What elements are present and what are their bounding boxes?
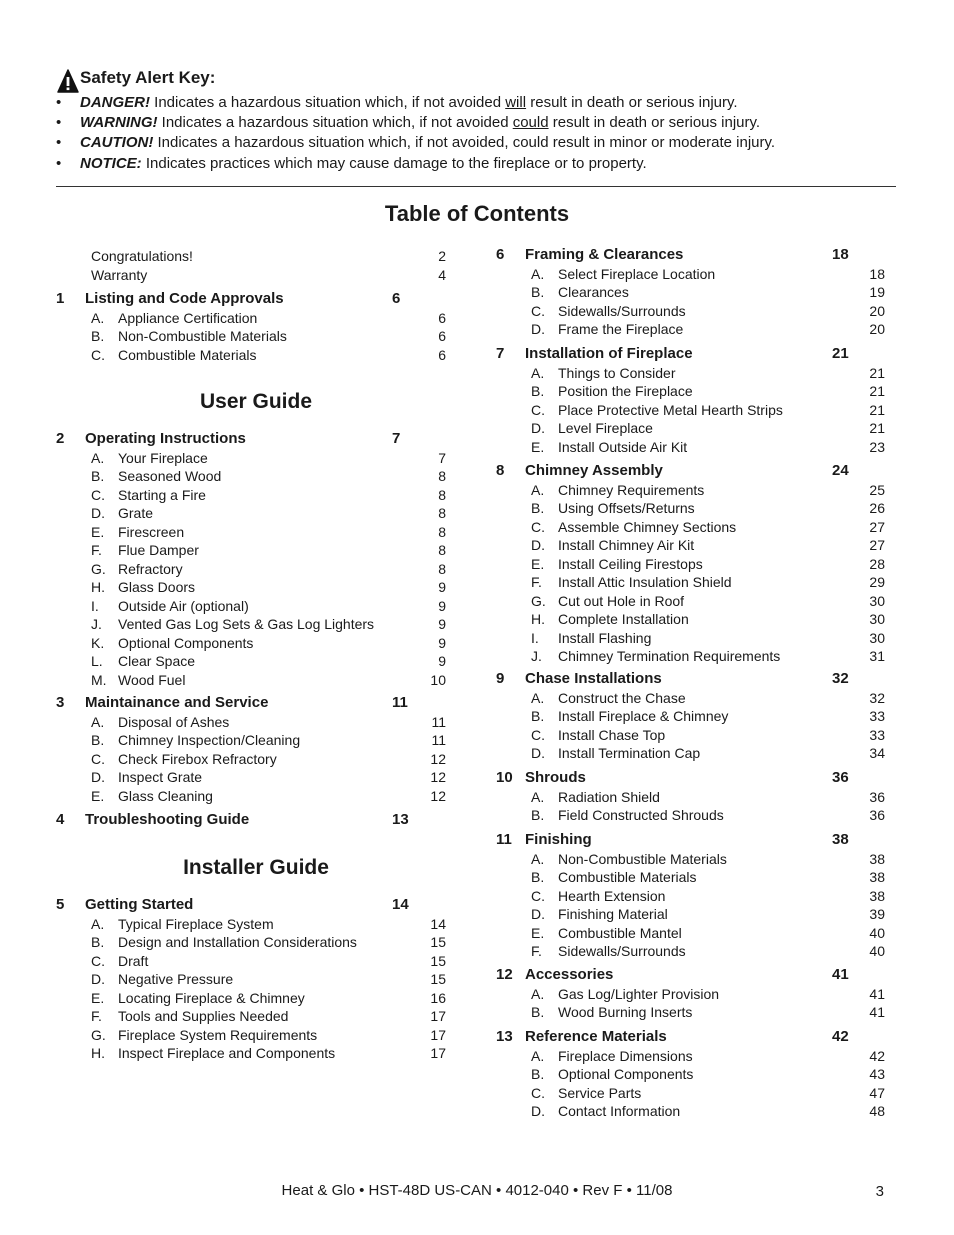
subentry-letter: I.: [531, 629, 539, 646]
subentry-title: Glass Doors: [118, 579, 196, 595]
subentry-page: 40: [869, 924, 885, 941]
subentry-page: 43: [869, 1066, 885, 1082]
subentry-letter: B.: [531, 708, 545, 724]
subentry-letter: A.: [91, 449, 105, 466]
section-number: 9: [496, 670, 505, 687]
section-title: Shrouds: [525, 769, 586, 786]
subentry-page: 17: [430, 1045, 446, 1061]
subentry-letter: L.: [91, 653, 103, 669]
subentry-page: 6: [438, 328, 446, 344]
subentry-page: 10: [430, 671, 446, 688]
subentry-letter: A.: [531, 689, 545, 706]
subentry-title: Service Parts: [558, 1084, 642, 1101]
subentry-page: 48: [869, 1103, 885, 1119]
subentry-title: Sidewalls/Surrounds: [558, 943, 686, 959]
subentry-page: 42: [869, 1047, 885, 1064]
subentry-page: 9: [438, 616, 446, 632]
subentry-page: 8: [438, 542, 446, 558]
alert-description-end: result in death or serious injury.: [548, 114, 761, 131]
section-title: Installation of Fireplace: [525, 345, 693, 362]
section-number: 13: [496, 1028, 513, 1045]
bullet: •: [56, 155, 62, 172]
subentry-letter: C.: [91, 952, 105, 969]
section-number: 5: [56, 896, 65, 913]
subentry-letter: E.: [531, 924, 545, 941]
user-guide-heading: User Guide: [199, 390, 313, 413]
section-title: Maintainance and Service: [85, 694, 269, 711]
page-number: 3: [875, 1183, 884, 1200]
subentry-letter: C.: [531, 887, 545, 904]
subentry-page: 17: [430, 1026, 446, 1043]
alert-description: Indicates a hazardous situation which, if not avoided: [157, 114, 513, 131]
subentry-letter: B.: [91, 328, 105, 344]
subentry-title: Field Constructed Shrouds: [558, 807, 724, 823]
subentry-letter: F.: [91, 542, 102, 558]
subentry-letter: D.: [531, 420, 545, 436]
section-page: 14: [392, 896, 409, 913]
subentry-page: 38: [869, 850, 885, 867]
subentry-letter: H.: [91, 579, 105, 595]
section-page: 11: [392, 694, 408, 711]
intro-title: Warranty: [91, 266, 148, 283]
subentry-title: Complete Installation: [558, 611, 689, 627]
subentry-title: Construct the Chase: [558, 689, 686, 706]
subentry-letter: B.: [531, 1004, 545, 1020]
section-number: 7: [496, 345, 505, 362]
intro-page: 2: [438, 248, 446, 264]
subentry-title: Install Chase Top: [558, 726, 666, 743]
safety-alert-title: Safety Alert Key:: [80, 68, 216, 87]
subentry-page: 39: [869, 906, 885, 922]
subentry-letter: B.: [531, 869, 545, 885]
subentry-page: 41: [869, 1004, 885, 1020]
subentry-page: 32: [869, 689, 885, 706]
subentry-title: Clearances: [558, 284, 629, 300]
subentry-title: Select Fireplace Location: [558, 265, 716, 282]
subentry-page: 38: [869, 887, 885, 904]
section-title: Listing and Code Approvals: [85, 290, 284, 307]
alert-description: Indicates practices which may cause damage to the fireplace or to property.: [141, 155, 647, 172]
subentry-letter: I.: [91, 597, 99, 614]
subentry-title: Frame the Fireplace: [558, 321, 684, 337]
section-page: 41: [832, 966, 849, 983]
alert-emphasis: will: [505, 94, 527, 111]
subentry-title: Typical Fireplace System: [118, 915, 274, 932]
subentry-page: 27: [869, 518, 885, 535]
subentry-title: Inspect Fireplace and Components: [118, 1045, 336, 1061]
subentry-page: 18: [869, 265, 885, 282]
subentry-page: 8: [438, 468, 446, 484]
subentry-page: 15: [430, 934, 446, 950]
subentry-letter: B.: [91, 934, 105, 950]
alert-label: DANGER!: [80, 94, 150, 111]
subentry-page: 38: [869, 869, 885, 885]
page-title: Table of Contents: [384, 201, 570, 226]
bullet: •: [56, 94, 62, 111]
subentry-letter: A.: [531, 985, 545, 1002]
subentry-title: Finishing Material: [558, 906, 668, 922]
subentry-letter: A.: [531, 265, 545, 282]
subentry-letter: C.: [91, 750, 105, 767]
subentry-title: Locating Fireplace & Chimney: [118, 989, 305, 1006]
subentry-title: Combustible Mantel: [558, 924, 682, 941]
section-title: Getting Started: [85, 896, 194, 913]
subentry-title: Your Fireplace: [118, 449, 208, 466]
subentry-title: Assemble Chimney Sections: [558, 518, 737, 535]
subentry-letter: C.: [531, 518, 545, 535]
subentry-letter: K.: [91, 634, 105, 651]
subentry-title: Optional Components: [118, 634, 254, 651]
alert-label: WARNING!: [80, 114, 158, 131]
subentry-page: 28: [869, 555, 885, 572]
subentry-title: Negative Pressure: [118, 971, 234, 987]
subentry-title: Install Outside Air Kit: [558, 438, 688, 455]
subentry-title: Non-Combustible Materials: [558, 850, 727, 867]
intro-page: 4: [438, 266, 446, 283]
subentry-letter: D.: [91, 769, 105, 785]
subentry-letter: F.: [91, 1008, 102, 1024]
subentry-page: 12: [430, 769, 446, 785]
subentry-page: 23: [869, 438, 885, 455]
subentry-title: Chimney Inspection/Cleaning: [118, 732, 301, 748]
subentry-page: 6: [438, 309, 446, 326]
subentry-title: Firescreen: [118, 523, 185, 540]
subentry-page: 9: [438, 653, 446, 669]
subentry-title: Install Ceiling Firestops: [558, 555, 703, 572]
subentry-title: Combustible Materials: [118, 346, 257, 363]
subentry-letter: G.: [531, 592, 546, 609]
subentry-title: Chimney Termination Requirements: [558, 648, 781, 664]
subentry-page: 20: [869, 321, 885, 337]
section-title: Operating Instructions: [85, 430, 246, 447]
alert-description: Indicates a hazardous situation which, if not avoided, could result in minor or moderate injury.: [153, 134, 776, 151]
subentry-page: 11: [431, 713, 446, 730]
section-number: 3: [56, 694, 65, 711]
subentry-title: Grate: [118, 505, 154, 521]
subentry-title: Combustible Materials: [558, 869, 697, 885]
subentry-letter: B.: [91, 468, 105, 484]
section-page: 13: [392, 811, 409, 828]
subentry-letter: F.: [531, 943, 542, 959]
subentry-title: Clear Space: [118, 653, 196, 669]
subentry-letter: G.: [91, 560, 106, 577]
section-page: 7: [392, 430, 401, 447]
subentry-page: 21: [869, 420, 885, 436]
subentry-page: 41: [869, 985, 885, 1002]
subentry-page: 47: [869, 1084, 885, 1101]
subentry-page: 16: [430, 989, 446, 1006]
footer-text: Heat & Glo • HST-48D US-CAN • 4012-040 • Rev F • 11/08: [281, 1182, 673, 1199]
subentry-page: 19: [869, 284, 885, 300]
safety-alert-text: [80, 155, 647, 172]
subentry-title: Glass Cleaning: [118, 787, 213, 804]
subentry-title: Contact Information: [558, 1103, 681, 1119]
subentry-page: 9: [438, 597, 446, 614]
subentry-page: 30: [869, 629, 885, 646]
section-page: 6: [392, 290, 401, 307]
subentry-title: Draft: [118, 952, 149, 969]
subentry-title: Starting a Fire: [118, 486, 206, 503]
subentry-page: 20: [869, 302, 885, 319]
subentry-page: 34: [869, 745, 885, 761]
subentry-title: Disposal of Ashes: [118, 713, 230, 730]
divider: [56, 186, 896, 187]
alert-label: CAUTION!: [80, 134, 154, 151]
subentry-title: Check Firebox Refractory: [118, 750, 277, 767]
alert-description: Indicates a hazardous situation which, if not avoided: [150, 94, 506, 111]
subentry-page: 7: [438, 449, 446, 466]
section-number: 2: [56, 430, 65, 447]
subentry-letter: B.: [531, 383, 545, 399]
subentry-letter: E.: [91, 787, 105, 804]
safety-alert-text: [80, 94, 738, 111]
section-page: 24: [832, 462, 849, 479]
subentry-letter: D.: [531, 537, 545, 553]
subentry-title: Things to Consider: [558, 364, 676, 381]
section-number: 8: [496, 462, 505, 479]
subentry-letter: A.: [531, 788, 545, 805]
subentry-title: Vented Gas Log Sets & Gas Log Lighters: [118, 616, 375, 632]
subentry-title: Refractory: [118, 560, 183, 577]
subentry-letter: D.: [531, 906, 545, 922]
subentry-page: 33: [869, 726, 885, 743]
subentry-title: Non-Combustible Materials: [118, 328, 287, 344]
warning-triangle-icon: [57, 69, 79, 93]
subentry-title: Outside Air (optional): [118, 597, 249, 614]
section-page: 36: [832, 769, 849, 786]
section-page: 38: [832, 831, 849, 848]
subentry-title: Level Fireplace: [558, 420, 653, 436]
subentry-page: 11: [431, 732, 446, 748]
subentry-page: 26: [869, 500, 885, 516]
section-page: 18: [832, 246, 849, 263]
section-number: 12: [496, 966, 513, 983]
subentry-letter: G.: [91, 1026, 106, 1043]
section-title: Accessories: [525, 966, 614, 983]
subentry-page: 8: [438, 560, 446, 577]
bullet: •: [56, 114, 62, 131]
subentry-letter: A.: [531, 364, 545, 381]
subentry-title: Install Termination Cap: [558, 745, 701, 761]
subentry-page: 21: [869, 364, 885, 381]
subentry-page: 36: [869, 788, 885, 805]
subentry-letter: A.: [531, 850, 545, 867]
subentry-page: 30: [869, 611, 885, 627]
subentry-title: Radiation Shield: [558, 788, 660, 805]
subentry-page: 12: [430, 750, 446, 767]
subentry-page: 36: [869, 807, 885, 823]
section-number: 4: [56, 811, 65, 828]
section-number: 11: [496, 831, 512, 848]
subentry-title: Wood Fuel: [118, 671, 186, 688]
subentry-letter: E.: [531, 438, 545, 455]
subentry-title: Hearth Extension: [558, 887, 666, 904]
subentry-letter: E.: [531, 555, 545, 572]
subentry-letter: B.: [531, 807, 545, 823]
section-number: 6: [496, 246, 505, 263]
subentry-title: Install Flashing: [558, 629, 652, 646]
subentry-page: 12: [430, 787, 446, 804]
subentry-letter: F.: [531, 574, 542, 590]
subentry-page: 9: [438, 579, 446, 595]
alert-description-end: result in death or serious injury.: [526, 94, 738, 111]
bullet: •: [56, 134, 62, 151]
subentry-letter: B.: [91, 732, 105, 748]
alert-label: NOTICE:: [80, 155, 142, 172]
subentry-letter: B.: [531, 284, 545, 300]
section-page: 42: [832, 1028, 849, 1045]
subentry-title: Place Protective Metal Hearth Strips: [558, 401, 783, 418]
subentry-title: Tools and Supplies Needed: [118, 1008, 289, 1024]
subentry-letter: A.: [91, 309, 105, 326]
subentry-page: 33: [869, 708, 885, 724]
subentry-letter: C.: [91, 486, 105, 503]
subentry-page: 40: [869, 943, 885, 959]
subentry-page: 14: [430, 915, 446, 932]
section-title: Troubleshooting Guide: [85, 811, 250, 828]
section-number: 1: [56, 290, 65, 307]
section-page: 21: [832, 345, 849, 362]
subentry-letter: A.: [91, 915, 105, 932]
subentry-page: 8: [438, 486, 446, 503]
subentry-title: Sidewalls/Surrounds: [558, 302, 686, 319]
intro-title: Congratulations!: [91, 248, 193, 264]
subentry-letter: C.: [531, 302, 545, 319]
subentry-page: 29: [869, 574, 885, 590]
subentry-letter: C.: [531, 726, 545, 743]
subentry-letter: H.: [531, 611, 545, 627]
safety-alert-text: [80, 114, 760, 131]
subentry-title: Optional Components: [558, 1066, 694, 1082]
subentry-page: 31: [869, 648, 885, 664]
subentry-title: Chimney Requirements: [558, 481, 705, 498]
subentry-title: Install Attic Insulation Shield: [558, 574, 732, 590]
subentry-title: Wood Burning Inserts: [558, 1004, 693, 1020]
subentry-letter: J.: [91, 616, 102, 632]
subentry-title: Install Fireplace & Chimney: [558, 708, 729, 724]
subentry-title: Appliance Certification: [118, 309, 258, 326]
installer-guide-heading: Installer Guide: [183, 856, 329, 879]
subentry-page: 8: [438, 523, 446, 540]
subentry-title: Cut out Hole in Roof: [558, 592, 685, 609]
subentry-page: 15: [430, 952, 446, 969]
subentry-letter: C.: [531, 401, 545, 418]
subentry-page: 30: [869, 592, 885, 609]
subentry-letter: A.: [531, 1047, 545, 1064]
subentry-letter: C.: [531, 1084, 545, 1101]
subentry-letter: D.: [91, 971, 105, 987]
subentry-title: Design and Installation Considerations: [118, 934, 357, 950]
subentry-letter: B.: [531, 500, 545, 516]
subentry-title: Fireplace Dimensions: [558, 1047, 693, 1064]
section-number: 10: [496, 769, 513, 786]
subentry-letter: H.: [91, 1045, 105, 1061]
subentry-letter: A.: [91, 713, 105, 730]
subentry-page: 17: [430, 1008, 446, 1024]
subentry-title: Flue Damper: [118, 542, 199, 558]
subentry-page: 21: [869, 383, 885, 399]
subentry-title: Seasoned Wood: [118, 468, 222, 484]
subentry-letter: D.: [91, 505, 105, 521]
subentry-title: Using Offsets/Returns: [558, 500, 695, 516]
subentry-page: 25: [869, 481, 885, 498]
subentry-page: 27: [869, 537, 885, 553]
subentry-letter: D.: [531, 745, 545, 761]
section-title: Finishing: [525, 831, 592, 848]
subentry-page: 8: [438, 505, 446, 521]
alert-emphasis: could: [512, 114, 549, 131]
safety-alert-text: [80, 134, 775, 151]
subentry-letter: C.: [91, 346, 105, 363]
subentry-letter: J.: [531, 648, 542, 664]
subentry-title: Install Chimney Air Kit: [558, 537, 695, 553]
subentry-letter: E.: [91, 989, 105, 1006]
subentry-title: Fireplace System Requirements: [118, 1026, 318, 1043]
subentry-page: 9: [438, 634, 446, 651]
subentry-letter: A.: [531, 481, 545, 498]
subentry-letter: D.: [531, 321, 545, 337]
subentry-page: 6: [438, 346, 446, 363]
section-title: Chase Installations: [525, 670, 662, 687]
subentry-page: 15: [430, 971, 446, 987]
subentry-letter: D.: [531, 1103, 545, 1119]
subentry-letter: B.: [531, 1066, 545, 1082]
subentry-letter: E.: [91, 523, 105, 540]
section-title: Chimney Assembly: [525, 462, 663, 479]
section-page: 32: [832, 670, 849, 687]
subentry-title: Gas Log/Lighter Provision: [558, 985, 720, 1002]
subentry-title: Inspect Grate: [118, 769, 203, 785]
subentry-letter: M.: [91, 671, 107, 688]
section-title: Reference Materials: [525, 1028, 667, 1045]
subentry-page: 21: [869, 401, 885, 418]
section-title: Framing & Clearances: [525, 246, 684, 263]
subentry-title: Position the Fireplace: [558, 383, 693, 399]
